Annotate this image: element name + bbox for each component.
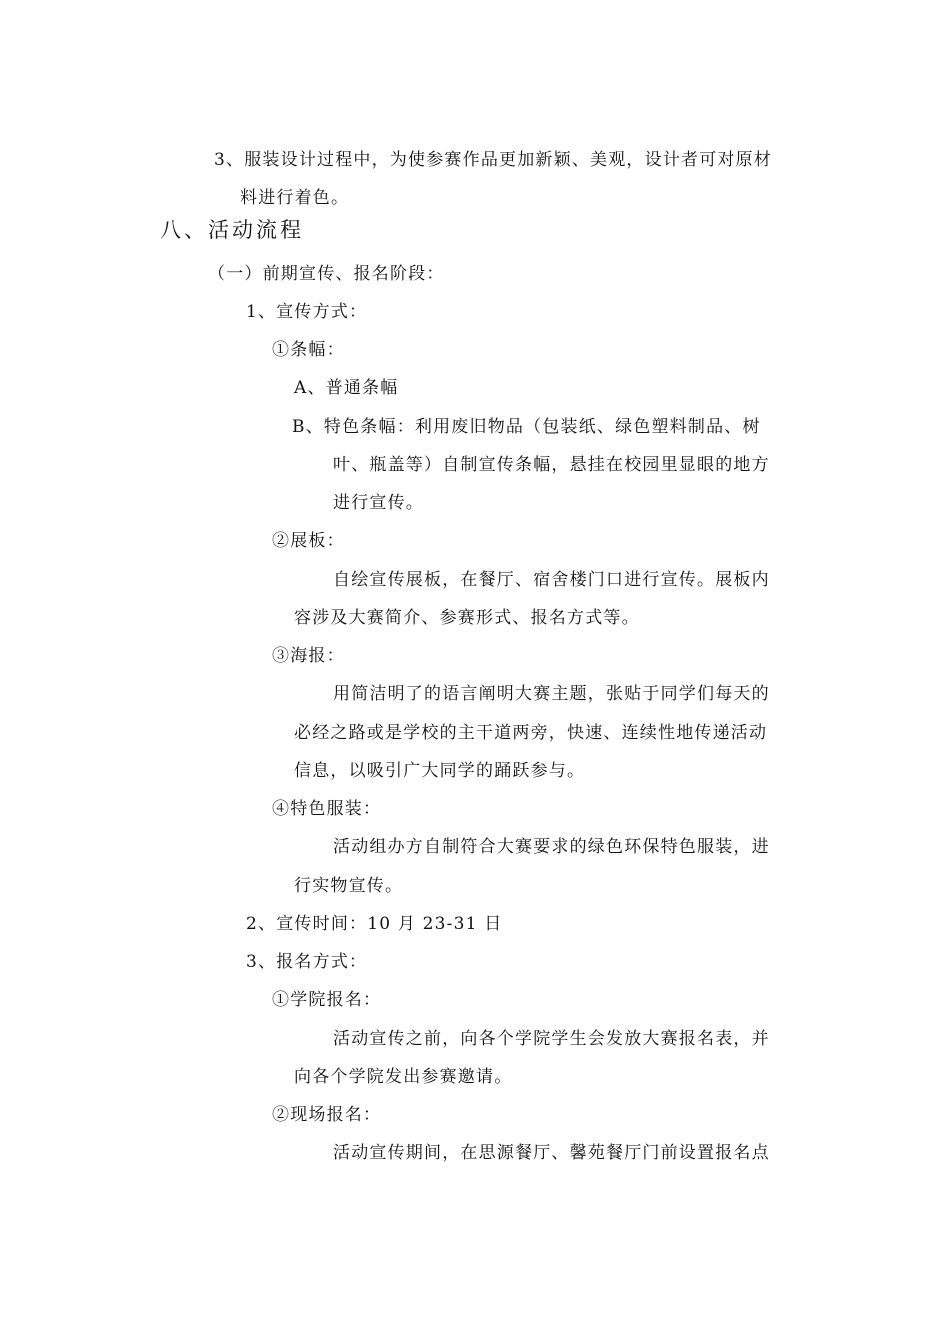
list-item-heading: 3、报名方式：	[246, 952, 368, 972]
paragraph-line: 向各个学院发出参赛邀请。	[294, 1067, 513, 1087]
paragraph-line: 行实物宣传。	[294, 876, 404, 896]
section-heading: 八、活动流程	[160, 218, 304, 242]
list-subitem: B、特色条幅：利用废旧物品（包装纸、绿色塑料制品、树	[292, 417, 761, 437]
list-subitem: A、普通条幅	[294, 378, 399, 398]
paragraph-line: 必经之路或是学校的主干道两旁，快速、连续性地传递活动	[294, 723, 768, 743]
paragraph-line: 活动组办方自制符合大赛要求的绿色环保特色服装，进	[333, 837, 770, 857]
paragraph-line: 叶、瓶盖等）自制宣传条幅，悬挂在校园里显眼的地方	[333, 455, 770, 475]
list-item-heading: 2、宣传时间：10 月 23-31 日	[246, 914, 503, 934]
paragraph-line: 活动宣传期间，在思源餐厅、馨苑餐厅门前设置报名点	[333, 1143, 770, 1163]
paragraph-line: 活动宣传之前，向各个学院学生会发放大赛报名表，并	[333, 1029, 770, 1049]
list-item-heading: 1、宣传方式：	[246, 302, 368, 322]
paragraph-line: 自绘宣传展板，在餐厅、宿舍楼门口进行宣传。展板内	[333, 570, 770, 590]
paragraph-line: 信息，以吸引广大同学的踊跃参与。	[294, 761, 586, 781]
list-subitem-heading: ②展板：	[272, 531, 345, 551]
paragraph-line: 料进行着色。	[240, 188, 350, 208]
subsection-heading: （一）前期宣传、报名阶段：	[208, 264, 445, 284]
list-subitem-heading: ③海报：	[272, 646, 345, 666]
list-subitem-heading: ①学院报名：	[272, 990, 382, 1010]
list-subitem-heading: ①条幅：	[272, 340, 345, 360]
paragraph-line: 3、服装设计过程中，为使参赛作品更加新颖、美观，设计者可对原材	[214, 150, 773, 170]
paragraph-line: 用简洁明了的语言阐明大赛主题，张贴于同学们每天的	[333, 684, 770, 704]
list-subitem-heading: ④特色服装：	[272, 799, 382, 819]
paragraph-line: 容涉及大赛简介、参赛形式、报名方式等。	[294, 608, 640, 628]
list-subitem-heading: ②现场报名：	[272, 1105, 382, 1125]
paragraph-line: 进行宣传。	[333, 493, 424, 513]
